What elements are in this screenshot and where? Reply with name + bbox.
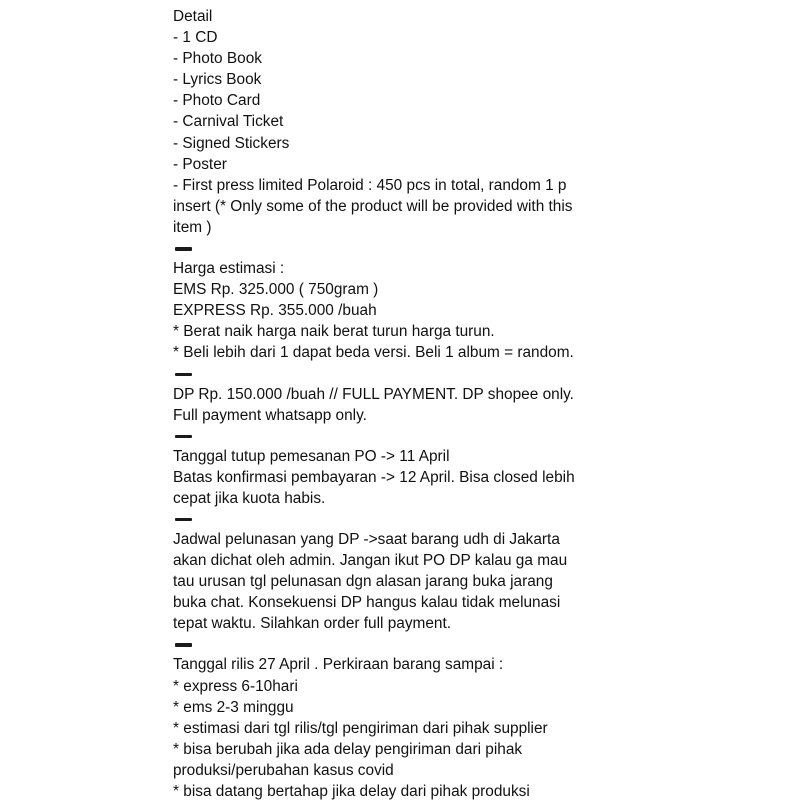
section-divider <box>173 426 643 446</box>
rilis-line: * express 6-10hari <box>173 677 298 695</box>
dp-line: Full payment whatsapp only. <box>173 406 367 424</box>
dp-line: DP Rp. 150.000 /buah // FULL PAYMENT. DP shopee only. <box>173 385 574 403</box>
product-description <box>173 6 643 802</box>
rilis-line: produksi/perubahan kasus covid <box>173 761 394 779</box>
rilis-line: * bisa berubah jika ada delay pengiriman dari pihak <box>173 740 523 758</box>
dash-mark <box>175 435 192 439</box>
jadwal-line: Jadwal pelunasan yang DP ->saat barang udh di Jakarta <box>173 530 560 548</box>
detail-heading: Detail <box>173 8 213 25</box>
detail-item: insert (* Only some of the product will be provided with this <box>173 197 573 215</box>
dash-mark <box>175 643 192 647</box>
harga-section <box>173 258 643 363</box>
jadwal-line: akan dichat oleh admin. Jangan ikut PO DP kalau ga mau <box>173 552 568 570</box>
rilis-line: * estimasi dari tgl rilis/tgl pengiriman dari pihak supplier <box>173 719 548 737</box>
detail-item: - First press limited Polaroid : 450 pcs in total, random 1 p <box>173 176 567 194</box>
section-divider <box>173 238 643 258</box>
detail-item: - Carnival Ticket <box>173 113 284 131</box>
detail-item: - Photo Book <box>173 50 262 68</box>
detail-item: - 1 CD <box>173 29 218 47</box>
section-divider <box>173 509 643 529</box>
section-divider <box>173 364 643 384</box>
tanggal-tutup-section <box>173 446 643 509</box>
harga-line: * Berat naik harga naik berat turun harga turun. <box>173 323 495 341</box>
dash-mark <box>175 247 192 251</box>
tanggal-tutup-line: Batas konfirmasi pembayaran -> 12 April. Bisa closed lebih <box>173 468 575 486</box>
tanggal-tutup-line: cepat jika kuota habis. <box>173 489 326 507</box>
harga-heading: Harga estimasi : <box>173 260 285 278</box>
dash-mark <box>175 373 192 377</box>
detail-item: - Poster <box>173 155 227 173</box>
jadwal-section <box>173 529 643 634</box>
rilis-heading: Tanggal rilis 27 April . Perkiraan barang sampai : <box>173 656 504 674</box>
detail-item: - Lyrics Book <box>173 71 262 89</box>
rilis-line: * ems 2-3 minggu <box>173 698 294 716</box>
detail-item: - Signed Stickers <box>173 134 290 152</box>
dp-section <box>173 384 643 426</box>
section-divider <box>173 634 643 654</box>
detail-section <box>173 6 643 238</box>
harga-line: EXPRESS Rp. 355.000 /buah <box>173 302 377 320</box>
rilis-line: * bisa datang bertahap jika delay dari pihak produksi <box>173 783 530 800</box>
detail-item: - Photo Card <box>173 92 261 110</box>
jadwal-line: buka chat. Konsekuensi DP hangus kalau tidak melunasi <box>173 594 561 612</box>
harga-line: EMS Rp. 325.000 ( 750gram ) <box>173 281 379 299</box>
tanggal-tutup-line: Tanggal tutup pemesanan PO -> 11 April <box>173 447 450 465</box>
detail-item: item ) <box>173 218 212 236</box>
jadwal-line: tau urusan tgl pelunasan dgn alasan jarang buka jarang <box>173 573 553 591</box>
rilis-section <box>173 654 643 802</box>
dash-mark <box>175 518 192 522</box>
harga-line: * Beli lebih dari 1 dapat beda versi. Beli 1 album = random. <box>173 344 574 362</box>
jadwal-line: tepat waktu. Silahkan order full payment. <box>173 615 452 633</box>
